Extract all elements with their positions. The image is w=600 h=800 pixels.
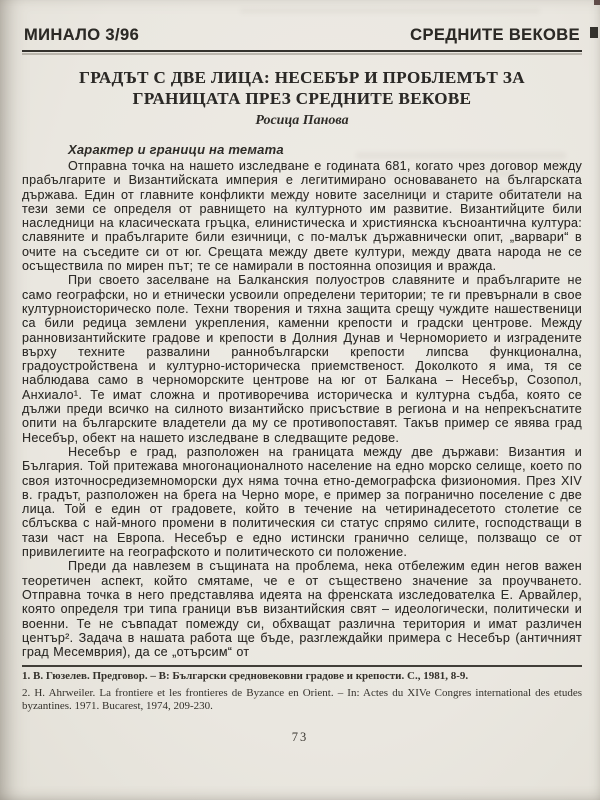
body-paragraph-1: Отправна точка на нашето изследване е годината 681, когато чрез договор между прабългарите и Византийската империя е легитимирано основаването на българската държава. Един от главните конфликти между новите заселници и старите обитатели на тези земи се определя от равнището на културното им развитие. Византийците били наследници на класическата гръцка, елинистическа и християнска късноантична култура: славяните и прабългарите били езичници, с по-малък държавнически опит, „варвари“ в очите на съседите си от юг. Срещата между двете култури, между двата народа не се осъществила по мирен път; те се намирали в постоянна опозиция и вражда. — [22, 159, 582, 274]
scan-mark-header-edge — [590, 27, 598, 38]
article-author: Росица Панова — [255, 113, 349, 128]
footnote-1: 1. В. Гюзелев. Предговор. – В: Български средновековни градове и крепости. С., 1981, 8-9. — [22, 670, 469, 683]
article-title: ГРАДЪТ С ДВЕ ЛИЦА: НЕСЕБЪР И ПРОБЛЕМЪТ ЗА ГРАНИЦАТА ПРЕЗ СРЕДНИТЕ ВЕКОВЕ — [79, 68, 525, 108]
section-heading: Характер и граници на темата — [68, 142, 284, 157]
header-rule — [22, 50, 582, 52]
body-paragraph-2: При своето заселване на Балканския полуостров славяните и прабългарите не само географски, но и етнически усвоили определени територии; те ги превърнали в свое културноисторическо поле. Техни творения и тяхна защита срещу чуждите нашественици са били редица землени укрепления, каменни крепости и градски центрове. Между ранновизантийските градове и крепости в Долния Дунав и Черноморието и изградените върху техните развалини раннобългарски крепости липсва функционална, градоустройствена и културно-историческа приемственост. Доколкото я има, тя се наблюдава само в черноморските центрове на юг от Балкана – Несебър, Созопол, Анхиало¹. Те имат сложна и противоречива историческа и културна съдба, която се дължи преди всичко на силното византийско присъствие в региона и на непрекъснатите опити на българските владетели да му се противопоставят. Такъв пример се явява град Несебър, обект на нашето изследване в следващите редове. — [22, 273, 582, 445]
footnote-rule — [22, 665, 582, 667]
scan-ghost-smudge — [382, 188, 562, 195]
scan-ghost-smudge — [240, 8, 540, 14]
page-header — [22, 26, 582, 50]
scan-ghost-smudge — [320, 170, 570, 177]
journal-section-title: СРЕДНИТЕ ВЕКОВЕ — [410, 26, 580, 44]
scan-speck-corner — [594, 0, 600, 5]
footnote-2: 2. H. Ahrweiler. La frontiere et les frontieres de Byzance en Orient. – In: Actes du XIVe Congres international des etudes byzantines. 1971. Bucarest, 1974, 209-230. — [22, 686, 582, 712]
page-number: 73 — [291, 730, 309, 744]
journal-title: МИНАЛО 3/96 — [24, 26, 140, 44]
body-paragraph-3: Несебър е град, разположен на границата между две държави: Византия и България. Той притежава многонационалното население на едно морско селище, което по своя източносредиземноморски дух няма точна етно-демографска физиономия. През XIV в. градът, разположен на брега на Черно море, е пример за погранично поселение с две лица. Той е един от градовете, който в течение на четиринадесетото столетие се сблъсква с най-много промени в политическия си статус спрямо силите, господстващи в тази част на Европа. Несебър е едно истински гранично селище, ползващо се от привилегиите на географското и политическото си положение. — [22, 444, 582, 560]
body-paragraph-4: Преди да навлезем в същината на проблема, нека отбележим един негов важен теоретичен аспект, който смятаме, че е от съществено значение за проучването. Отправна точка в него представлява идеята на френската изследователка Е. Арвайлер, която определя три типа граници във византийския свят – идеологически, политически и военни. Те не съвпадат помежду си, обхващат различна територия и имат различен център². Задача в нашата работа ще бъде, разглеждайки примера с Несебър (античният град Месемврия), да се „отърсим“ от — [22, 559, 582, 660]
scan-ghost-smudge — [356, 152, 566, 159]
